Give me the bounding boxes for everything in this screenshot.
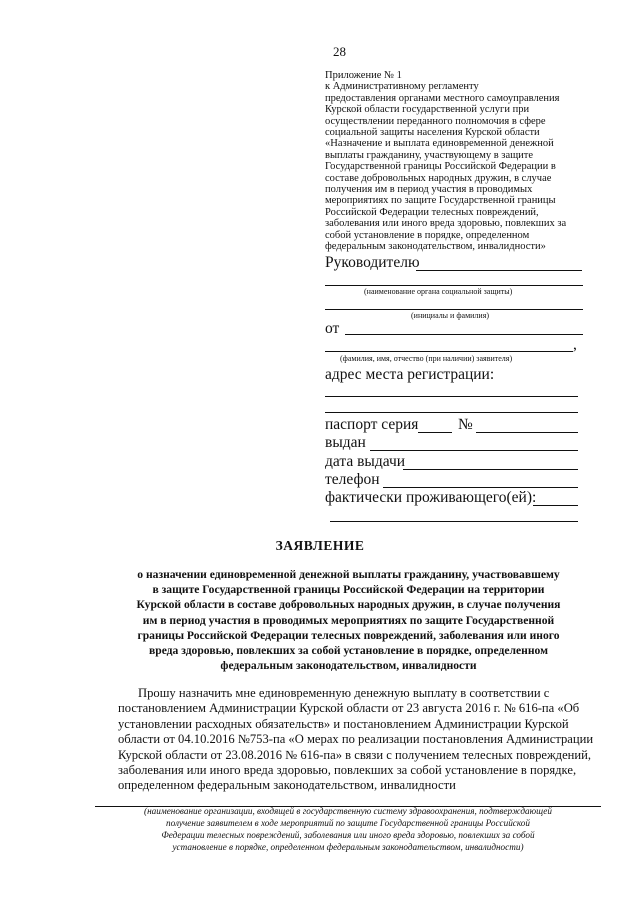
from-field[interactable] [345,334,583,335]
footnote-line: установление в порядке, определенном федеральным законодательством, инвалидности) [172,842,524,852]
recipient-field[interactable] [416,270,582,271]
subject-line: вреда здоровью, повлекших за собой установление в порядке, определенном [148,644,549,658]
footnote-line: (наименование организации, входящей в государственную систему здравоохранения, подтверждающей [144,806,552,816]
appendix-line: получения им в период участия в проводимых [325,184,533,196]
appendix-line: социальной защиты населения Курской области [325,127,540,139]
appendix-line: Российской Федерации телесных повреждений, [325,206,539,218]
applicant-hint: (фамилия, имя, отчество (при наличии) заявителя) [340,354,513,363]
subject-line: в защите Государственной границы Российской Федерации на территории [152,583,545,597]
actual-residence-field[interactable] [533,505,578,506]
issue-date-label: дата выдачи [325,453,406,470]
passport-number-field[interactable] [476,432,578,433]
from-label: от [325,320,340,337]
subject-line: границы Российской Федерации телесных повреждений, заболевания или иного [137,628,560,642]
body-line: Курской области от 23.08.2016 № 616-па» в связи с получением телесных повреждений, [118,747,592,762]
passport-series-field[interactable] [418,432,452,433]
subject-line: федеральным законодательством, инвалидности [220,659,477,673]
appendix-line: Приложение № 1 [325,70,402,81]
appendix-line: Курской области государственной услуги при [325,104,530,116]
address-field-2[interactable] [325,412,578,413]
org-hint: (наименование органа социальной защиты) [364,287,513,296]
appendix-line: собой установление в порядке, определенном [325,229,530,241]
footnote-line: Федерации телесных повреждений, заболевания или иного вреда здоровью, повлекших за собой [161,830,535,840]
subject-line: им в период участия в проводимых мероприятиях по защите Государственной [142,613,555,627]
body-line: определенном федеральным законодательством, инвалидности [118,778,456,793]
subject-line: Курской области в составе добровольных народных дружин, в случае получения [136,598,561,612]
body-line: постановлением Администрации Курской области от 23 августа 2016 г. № 616-па «Об [118,701,580,716]
passport-number-label: № [458,416,473,433]
document-title: ЗАЯВЛЕНИЕ [275,538,365,553]
appendix-line: к Административному регламенту [325,81,479,93]
appendix-line: мероприятиях по защите Государственной границы [325,195,556,207]
issue-date-field[interactable] [403,469,578,470]
appendix-line: Государственной границы Российской Федерации в [325,161,556,173]
appendix-line: выплаты гражданину, участвующему в защите [325,149,534,161]
request-body [118,686,598,794]
from-comma: , [573,336,577,353]
appendix-line: заболевания или иного вреда здоровью, повлекших за [325,218,567,230]
body-line: области от 04.10.2016 №753-па «О мерах по реализации постановления Администрации [118,732,594,747]
phone-field[interactable] [383,487,578,488]
org-field[interactable] [325,285,583,286]
body-line: заболевания или иного вреда здоровью, повлекших за собой установление в порядке, [118,763,577,778]
application-subject [96,567,601,673]
issued-field[interactable] [370,450,578,451]
to-label: Руководителю [325,254,420,271]
actual-residence-field-2[interactable] [330,521,578,522]
body-line: Прошу назначить мне единовременную денежную выплату в соответствии с [138,686,550,700]
appendix-header [325,70,595,253]
body-line: установлении расходных обязательств» и постановлением Администрации Курской [118,716,569,731]
appendix-line: «Назначение и выплата единовременной денежной [325,138,554,150]
address-label: адрес места регистрации: [325,366,495,383]
footnote [95,805,601,853]
subject-line: о назначении единовременной денежной выплаты гражданину, участвовавшему [137,568,560,581]
appendix-line: предоставления органами местного самоуправления [325,92,560,104]
address-field-1[interactable] [325,396,578,397]
initials-field[interactable] [325,309,583,310]
page-number: 28 [333,44,346,59]
actual-residence-label: фактически проживающего(ей): [325,489,537,506]
appendix-line: осуществлении переданного полномочия в сфере [325,115,546,127]
footnote-line: получение заявителем в ходе мероприятий по защите Государственной границы Российской [166,818,530,828]
appendix-line: составе добровольных народных дружин, в случае [325,172,552,184]
phone-label: телефон [325,471,380,488]
issued-label: выдан [325,434,366,451]
applicant-field[interactable] [325,351,573,352]
appendix-line: федеральным законодательством, инвалидности» [325,241,546,253]
initials-hint: (инициалы и фамилия) [411,311,490,320]
passport-series-label: паспорт серия [325,416,419,433]
